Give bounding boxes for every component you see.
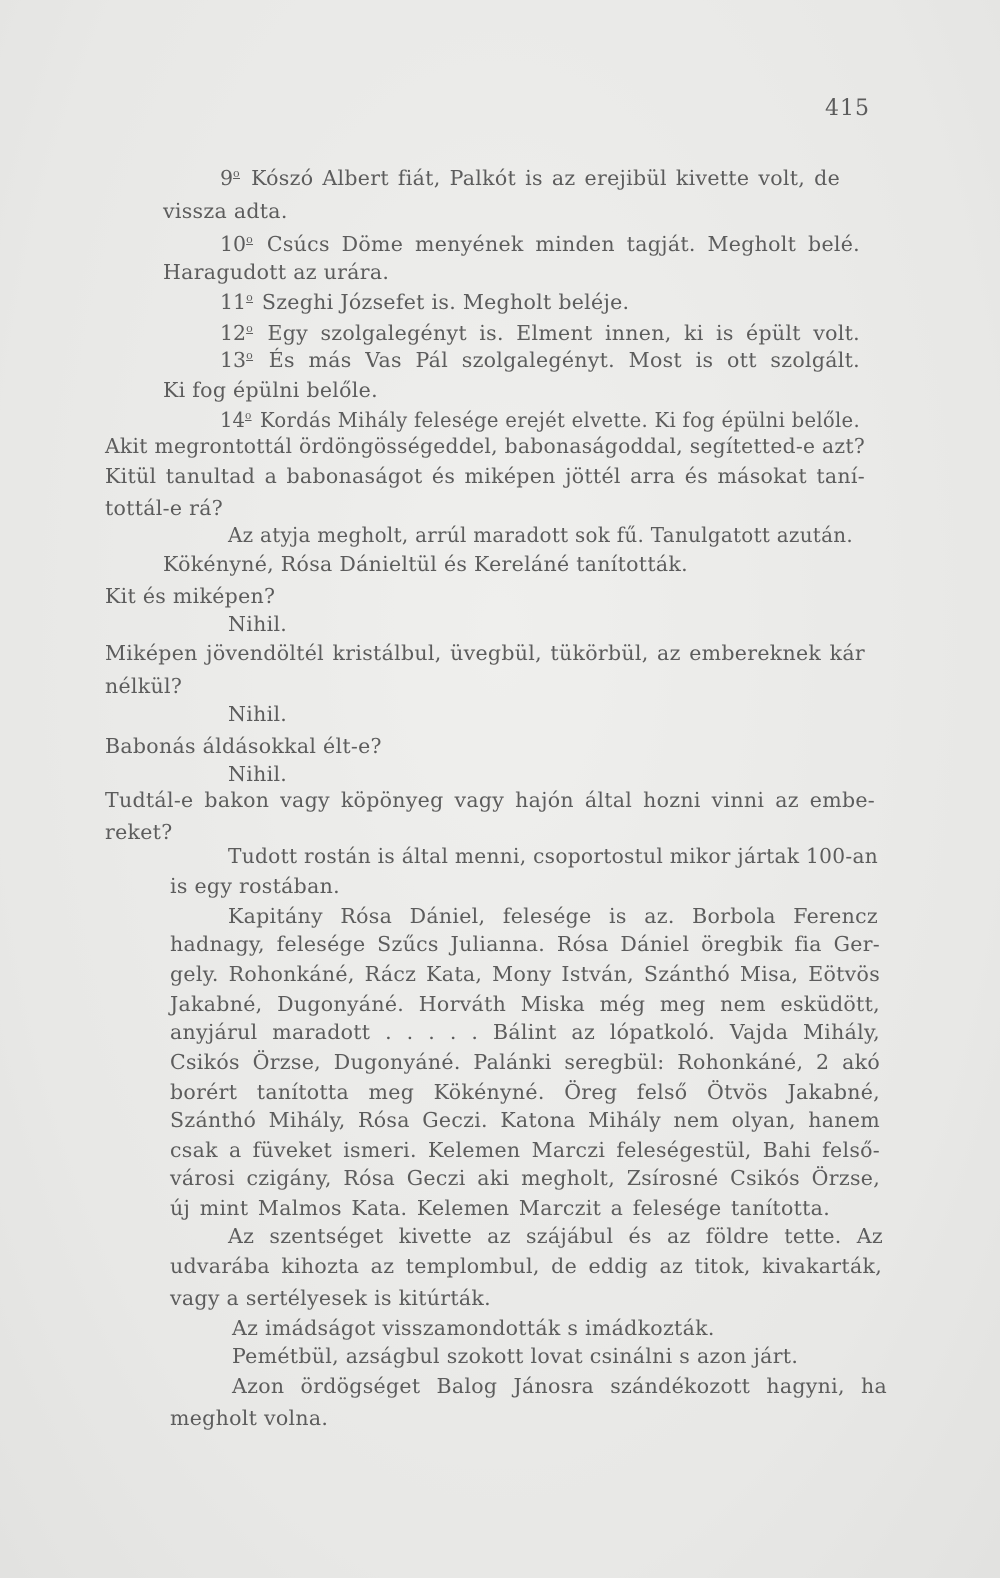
line-text: új mint Malmos Kata. Kelemen Marczit a felesége tanította. xyxy=(170,1196,831,1220)
text-line xyxy=(228,902,878,930)
text-line xyxy=(170,990,880,1018)
line-text: hadnagy, felesége Szűcs Julianna. Rósa Dániel öregbik fia Ger- xyxy=(170,932,881,956)
line-text: Egy szolgalegényt is. Elment innen, ki is épült volt. xyxy=(267,320,860,345)
text-line xyxy=(105,639,865,667)
line-text: Haragudott az urára. xyxy=(163,260,390,284)
line-text: Az atyja megholt, arrúl maradott sok fű. Tanulgatott azután. xyxy=(228,523,853,547)
line-text: vissza adta. xyxy=(163,199,288,223)
line-text: Csikós Örzse, Dugonyáné. Palánki seregbül: Rohonkáné, 2 akó xyxy=(170,1050,881,1074)
text-line xyxy=(163,376,378,404)
text-line xyxy=(228,842,878,870)
line-text: Nihil. xyxy=(228,612,288,636)
item-number: 13 xyxy=(220,347,247,372)
text-line xyxy=(228,760,287,788)
line-text: Pemétbül, azságbul szokott lovat csinálni s azon járt. xyxy=(232,1344,799,1368)
text-line xyxy=(220,402,860,434)
text-line xyxy=(228,700,287,728)
line-text: Jakabné, Dugonyáné. Horváth Miska még meg nem esküdött, xyxy=(170,992,880,1016)
text-line xyxy=(105,494,223,522)
ordinal-mark: o xyxy=(246,322,254,335)
line-text: városi czigány, Rósa Geczi aki megholt, Zsírosné Csikós Örzse, xyxy=(170,1166,881,1190)
item-number: 10 xyxy=(220,231,247,256)
text-line xyxy=(170,1194,830,1222)
text-line xyxy=(170,1252,882,1280)
line-text: Kordás Mihály felesége erejét elvette. Ki fog épülni belőle. xyxy=(260,407,860,432)
page-number: 415 xyxy=(825,96,870,121)
text-line xyxy=(170,1164,880,1192)
line-text: Akit megrontottál ördöngösségeddel, babonaságoddal, segítetted-e azt? xyxy=(105,434,865,458)
line-text: vagy a sertélyesek is kitúrták. xyxy=(170,1286,491,1310)
text-line xyxy=(170,930,880,958)
line-text: Kitül tanultad a babonaságot és miképen jöttél arra és másokat taní- xyxy=(105,464,866,488)
line-text: nélkül? xyxy=(105,674,183,698)
text-line xyxy=(170,1284,491,1312)
line-text: Kószó Albert fiát, Palkót is az erejibül kivette volt, de xyxy=(251,165,840,190)
text-line xyxy=(170,872,340,900)
line-text: gely. Rohonkáné, Rácz Kata, Mony István, Szánthó Misa, Eötvös xyxy=(170,962,881,986)
line-text: borért tanította meg Kökényné. Öreg felső Ötvös Jakabné, xyxy=(170,1080,880,1104)
text-line xyxy=(232,1342,798,1370)
text-line xyxy=(170,1018,880,1046)
text-line xyxy=(170,960,880,988)
ordinal-mark: o xyxy=(246,349,254,362)
line-text: Azon ördögséget Balog Jánosra szándékozott hagyni, ha xyxy=(232,1374,887,1398)
text-line xyxy=(228,1222,883,1250)
text-line xyxy=(170,1078,880,1106)
line-text: Az szentséget kivette az szájábul és az földre tette. Az xyxy=(228,1224,883,1248)
line-text: udvarába kihozta az templombul, de eddig az titok, kivakarták, xyxy=(170,1254,883,1278)
ordinal-mark: o xyxy=(246,291,254,304)
line-text: is egy rostában. xyxy=(170,874,340,898)
text-line xyxy=(105,672,182,700)
line-text: megholt volna. xyxy=(170,1406,329,1430)
text-line xyxy=(163,258,389,286)
text-line xyxy=(170,1106,880,1134)
line-text: Nihil. xyxy=(228,762,288,786)
line-text: Kit és miképen? xyxy=(105,584,276,608)
text-line xyxy=(170,1404,328,1432)
ordinal-mark: o xyxy=(246,233,254,246)
ordinal-mark: o xyxy=(233,167,240,180)
text-line xyxy=(220,226,860,258)
line-text: Tudott rostán is által menni, csoportostul mikor jártak 100-an xyxy=(228,844,879,868)
line-text: Szeghi Józsefet is. Megholt beléje. xyxy=(261,289,630,314)
text-line xyxy=(170,1048,880,1076)
text-line xyxy=(170,1136,880,1164)
line-text: Tudtál-e bakon vagy köpönyeg vagy hajón által hozni vinni az embe- xyxy=(105,788,876,812)
text-line xyxy=(105,432,865,460)
line-text: Nihil. xyxy=(228,702,288,726)
text-line xyxy=(105,786,875,814)
line-text: Csúcs Döme menyének minden tagját. Megholt belé. xyxy=(266,231,860,256)
line-text: Babonás áldásokkal élt-e? xyxy=(105,734,382,758)
text-line xyxy=(220,284,629,316)
line-text: Miképen jövendöltél kristálbul, üvegbül, tükörbül, az embereknek kár xyxy=(105,641,865,665)
text-line xyxy=(105,818,173,846)
line-text: Szánthó Mihály, Rósa Geczi. Katona Mihály nem olyan, hanem xyxy=(170,1108,880,1132)
item-number: 12 xyxy=(220,320,247,345)
text-line xyxy=(228,521,853,549)
text-line xyxy=(232,1372,887,1400)
text-line xyxy=(105,582,275,610)
text-line xyxy=(220,160,840,192)
text-line xyxy=(105,732,382,760)
line-text: anyjárul maradott . . . . . Bálint az lópatkoló. Vajda Mihály, xyxy=(170,1020,880,1044)
line-text: Kökényné, Rósa Dánieltül és Kereláné tanították. xyxy=(163,552,688,576)
line-text: Kapitány Rósa Dániel, felesége is az. Borbola Ferencz xyxy=(228,904,878,928)
item-number: 11 xyxy=(220,289,247,314)
line-text: Ki fog épülni belőle. xyxy=(163,378,378,402)
line-text: Az imádságot visszamondották s imádkozták. xyxy=(232,1316,715,1340)
line-text: reket? xyxy=(105,820,173,844)
item-number: 14 xyxy=(220,407,245,432)
line-text: tottál-e rá? xyxy=(105,496,224,520)
ordinal-mark: o xyxy=(244,409,252,422)
item-number: 9 xyxy=(220,165,234,190)
text-line xyxy=(105,462,865,490)
text-line xyxy=(163,550,688,578)
text-line xyxy=(220,342,860,374)
text-line xyxy=(228,610,287,638)
line-text: És más Vas Pál szolgalegényt. Most is ott szolgált. xyxy=(268,347,860,372)
line-text: csak a füveket ismeri. Kelemen Marczi feleségestül, Bahi felső- xyxy=(170,1138,881,1162)
text-line xyxy=(232,1314,715,1342)
text-line xyxy=(163,197,288,225)
